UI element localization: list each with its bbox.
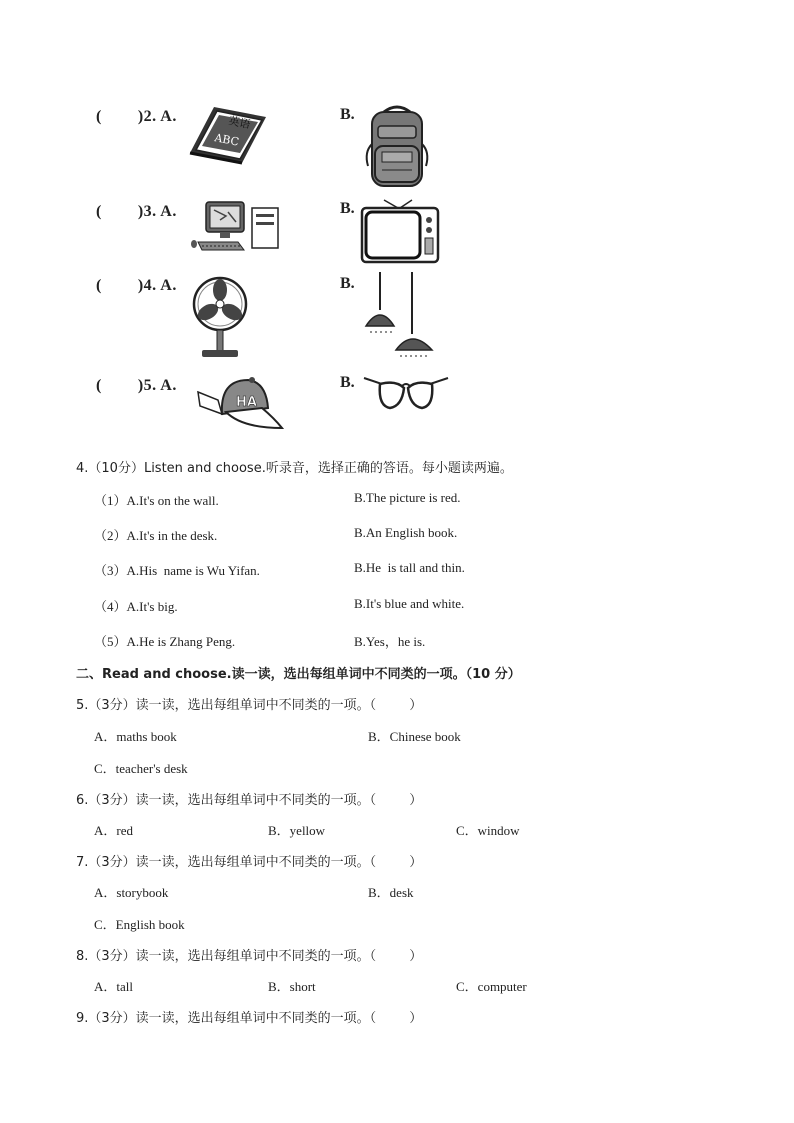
q6-stem: 6.（3分）读一读，选出每组单词中不同类的一项。（ ） [76,793,423,808]
glasses-icon [362,372,450,412]
backpack-icon [362,104,432,188]
q4-header: 4.（10分）Listen and choose.听录音，选择正确的答语。每小题读两遍。 [76,461,513,476]
q4-item-4-a: （4）A.It's big. [94,599,178,614]
q5-option-b: B．Chinese book [368,729,461,744]
tv-icon [360,198,440,264]
q4-item-1-b: B.The picture is red. [354,490,461,505]
question-4-option-b-label: B. [340,275,355,292]
q4-item-3-b: B.He is tall and thin. [354,560,465,575]
cap-icon [196,372,284,440]
q5-option-c: C．teacher's desk [94,761,188,776]
q8-stem: 8.（3分）读一读，选出每组单词中不同类的一项。（ ） [76,949,423,964]
q4-item-5-b: B.Yes，he is. [354,634,426,649]
question-3-prefix: ( )3. A. [96,203,177,220]
q4-item-1-a: （1）A.It's on the wall. [94,493,219,508]
q4-item-2-a: （2）A.It's in the desk. [94,528,218,543]
question-5-prefix: ( )5. A. [96,377,177,394]
q6-option-b: B．yellow [268,823,326,838]
fan-icon [192,274,248,360]
q4-item-5-a: （5）A.He is Zhang Peng. [94,634,236,649]
q9-stem: 9.（3分）读一读，选出每组单词中不同类的一项。（ ） [76,1011,423,1026]
q4-item-3-a: （3）A.His name is Wu Yifan. [94,563,260,578]
q4-item-4-b: B.It's blue and white. [354,596,465,611]
computer-icon [192,198,284,254]
q6-option-c: C．window [456,823,520,838]
q6-option-a: A．red [94,823,133,838]
q7-stem: 7.（3分）读一读，选出每组单词中不同类的一项。（ ） [76,855,423,870]
q8-option-c: C．computer [456,979,527,994]
book-abc-text: ABC [213,131,241,149]
q8-option-b: B．short [268,979,316,994]
q7-option-b: B．desk [368,885,414,900]
question-2-option-b-label: B. [340,106,355,123]
q5-option-a: A．maths book [94,729,177,744]
q4-item-2-b: B.An English book. [354,525,458,540]
svg-text:HA: HA [236,395,257,410]
question-3-option-b-label: B. [340,200,355,217]
english-book-icon [188,103,270,165]
q8-option-a: A．tall [94,979,133,994]
question-2-prefix: ( )2. A. [96,108,177,125]
lamps-icon [362,270,440,362]
q7-option-a: A．storybook [94,885,169,900]
section-2-title: 二、Read and choose.读一读，选出每组单词中不同类的一项。（10 分） [76,667,521,682]
question-4-prefix: ( )4. A. [96,277,177,294]
q5-stem: 5.（3分）读一读，选出每组单词中不同类的一项。（ ） [76,698,423,713]
book-title-text: 英语 [227,114,252,132]
q7-option-c: C．English book [94,917,185,932]
question-5-option-b-label: B. [340,374,355,391]
